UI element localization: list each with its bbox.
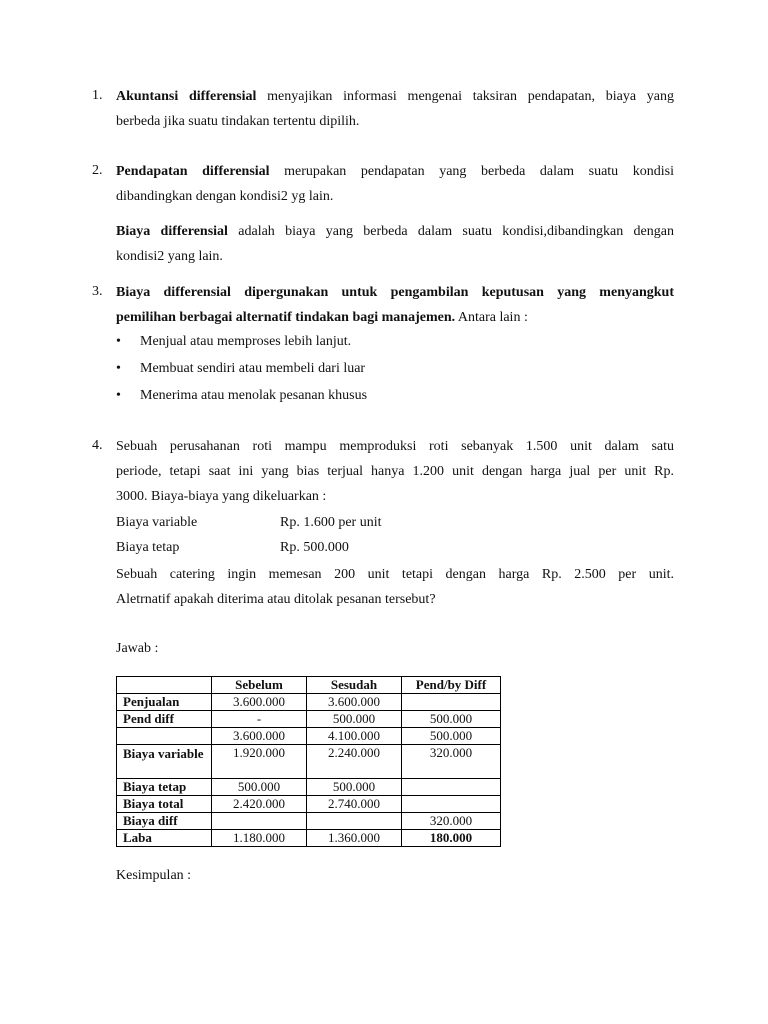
item-4-line3: 3000. Biaya-biaya yang dikeluarkan : xyxy=(116,489,327,504)
row-label xyxy=(117,728,212,745)
item-4-paragraph xyxy=(116,434,674,509)
item-1-paragraph xyxy=(116,84,674,134)
cost-fixed-value: Rp. 500.000 xyxy=(280,540,349,555)
cell-diff-profit: 180.000 xyxy=(402,830,501,847)
item-3-paragraph xyxy=(116,280,674,330)
table-row xyxy=(117,813,501,830)
item-2-text-line1: merupakan pendapatan yang berbeda dalam suatu kondisi xyxy=(269,164,674,179)
bullet-item-1: Menjual atau memproses lebih lanjut. xyxy=(140,334,352,349)
item-2-sub-line2: kondisi2 yang lain. xyxy=(116,249,223,264)
cell-sebelum: 2.420.000 xyxy=(212,796,307,813)
cell-diff xyxy=(402,779,501,796)
table-row xyxy=(117,830,501,847)
cell-sebelum: 3.600.000 xyxy=(212,728,307,745)
cell-diff: 320.000 xyxy=(402,745,501,779)
item-1-term: Akuntansi differensial xyxy=(116,89,257,104)
differential-table xyxy=(116,676,501,847)
cell-sebelum xyxy=(212,813,307,830)
cell-sebelum: 1.920.000 xyxy=(212,745,307,779)
cell-sesudah: 4.100.000 xyxy=(307,728,402,745)
item-4-number: 4. xyxy=(92,438,103,453)
cell-sesudah xyxy=(307,813,402,830)
order-line2: Aletrnatif apakah diterima atau ditolak pesanan tersebut? xyxy=(116,592,436,607)
bullet-dot: • xyxy=(116,361,121,376)
cost-variable-value: Rp. 1.600 per unit xyxy=(280,515,382,530)
row-label: Biaya total xyxy=(117,796,212,813)
item-4-line1: Sebuah perusahanan roti mampu memproduksi roti sebanyak 1.500 unit dalam satu xyxy=(116,439,674,454)
item-1-text-line2: berbeda jika suatu tindakan tertentu dipilih. xyxy=(116,114,360,129)
cost-variable-label: Biaya variable xyxy=(116,515,198,530)
table-row xyxy=(117,711,501,728)
order-line1: Sebuah catering ingin memesan 200 unit tetapi dengan harga Rp. 2.500 per unit. xyxy=(116,567,674,582)
cell-diff: 320.000 xyxy=(402,813,501,830)
cell-sesudah: 1.360.000 xyxy=(307,830,402,847)
row-label: Laba xyxy=(117,830,212,847)
item-3-number: 3. xyxy=(92,284,103,299)
item-2-sub-paragraph xyxy=(116,219,674,269)
header-diff: Pend/by Diff xyxy=(402,677,501,694)
conclusion-label: Kesimpulan : xyxy=(116,868,192,883)
table-header-row xyxy=(117,677,501,694)
bullet-dot: • xyxy=(116,388,121,403)
item-2-number: 2. xyxy=(92,163,103,178)
cell-diff xyxy=(402,694,501,711)
cell-sesudah: 2.240.000 xyxy=(307,745,402,779)
cost-fixed-label: Biaya tetap xyxy=(116,540,180,555)
header-empty xyxy=(117,677,212,694)
header-sesudah: Sesudah xyxy=(307,677,402,694)
row-label: Biaya variable xyxy=(117,745,212,779)
cell-sebelum: 500.000 xyxy=(212,779,307,796)
table-row xyxy=(117,745,501,779)
item-2-sub-term: Biaya differensial xyxy=(116,224,228,239)
cell-sebelum: - xyxy=(212,711,307,728)
item-2-term: Pendapatan differensial xyxy=(116,164,270,179)
item-3-bold-line1: Biaya differensial dipergunakan untuk pengambilan keputusan yang menyangkut xyxy=(116,285,674,300)
bullet-item-3: Menerima atau menolak pesanan khusus xyxy=(140,388,368,403)
bullet-dot: • xyxy=(116,334,121,349)
header-sebelum: Sebelum xyxy=(212,677,307,694)
answer-label: Jawab : xyxy=(116,641,159,656)
item-2-text-line2: dibandingkan dengan kondisi2 yg lain. xyxy=(116,189,334,204)
bullet-item-2: Membuat sendiri atau membeli dari luar xyxy=(140,361,366,376)
row-label: Pend diff xyxy=(117,711,212,728)
table-row xyxy=(117,694,501,711)
row-label: Biaya diff xyxy=(117,813,212,830)
item-4-line2: periode, tetapi saat ini yang bias terjual hanya 1.200 unit dengan harga jual per unit Rp. xyxy=(116,464,674,479)
item-1-number: 1. xyxy=(92,88,103,103)
order-paragraph xyxy=(116,562,674,612)
item-3-text-after: Antara lain : xyxy=(455,310,528,325)
row-label: Biaya tetap xyxy=(117,779,212,796)
cell-sesudah: 3.600.000 xyxy=(307,694,402,711)
table-row xyxy=(117,796,501,813)
cell-sesudah: 2.740.000 xyxy=(307,796,402,813)
item-3-bold-line2: pemilihan berbagai alternatif tindakan bagi manajemen. xyxy=(116,310,456,325)
cell-sebelum: 1.180.000 xyxy=(212,830,307,847)
cell-sebelum: 3.600.000 xyxy=(212,694,307,711)
item-1-text-line1: menyajikan informasi mengenai taksiran pendapatan, biaya yang xyxy=(256,89,674,104)
row-label: Penjualan xyxy=(117,694,212,711)
cell-diff: 500.000 xyxy=(402,711,501,728)
cell-diff: 500.000 xyxy=(402,728,501,745)
table-row xyxy=(117,728,501,745)
cell-diff xyxy=(402,796,501,813)
table-row xyxy=(117,779,501,796)
item-2-paragraph xyxy=(116,159,674,209)
item-2-sub-line1: adalah biaya yang berbeda dalam suatu kondisi,dibandingkan dengan xyxy=(227,224,674,239)
cell-sesudah: 500.000 xyxy=(307,779,402,796)
cell-sesudah: 500.000 xyxy=(307,711,402,728)
